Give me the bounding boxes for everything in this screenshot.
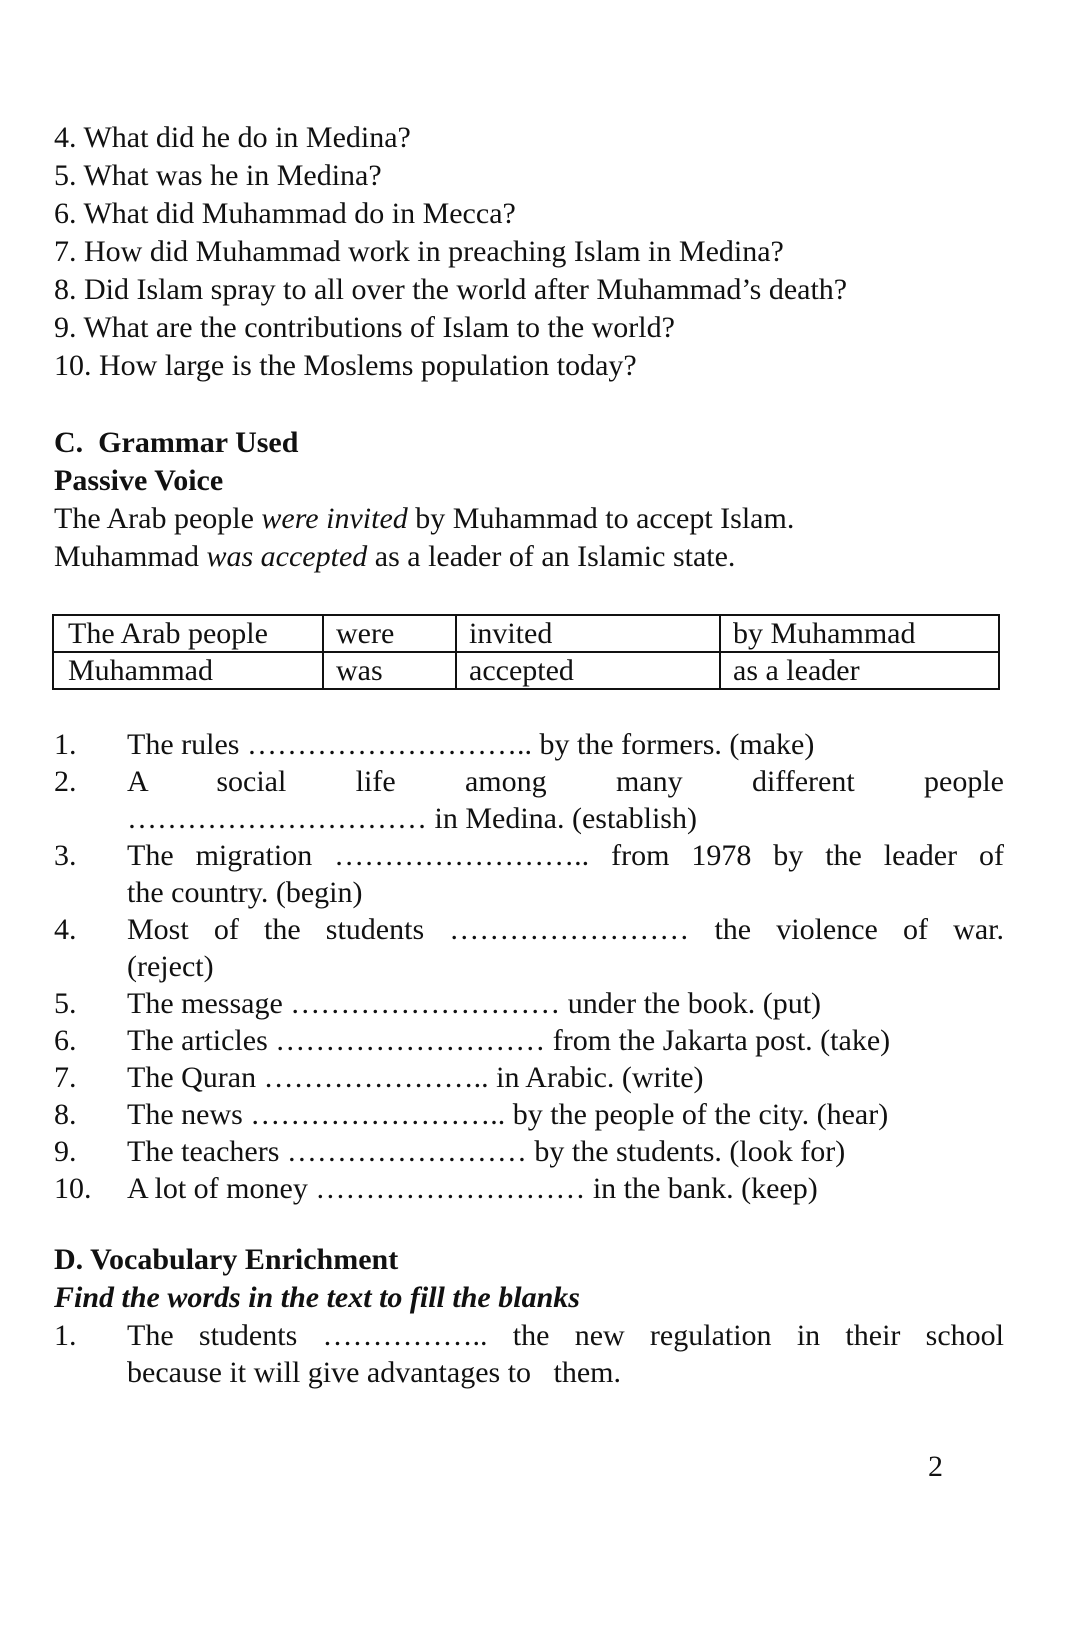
document-page [54,119,1004,1391]
vocabulary-text: The students …………….. the new regulation in their school [127,1319,1004,1352]
exercise-item [54,1059,1004,1096]
exercise-item [54,1096,1004,1133]
exercise-item [54,837,1004,911]
example-1-before: The Arab people [54,502,262,535]
table-cell-subject: Muhammad [53,652,323,689]
vocabulary-item [54,1317,1004,1391]
section-d-heading: D. Vocabulary Enrichment [54,1243,399,1276]
exercise-text: The migration …………………….. from 1978 by the leader of [127,839,1004,872]
exercise-text: The news …………………….. by the people of the city. (hear) [127,1098,889,1131]
table-cell-agent: by Muhammad [720,615,999,652]
table-cell-be: were [323,615,456,652]
table-cell-be: was [323,652,456,689]
exercise-item [54,911,1004,985]
question-item: 9. What are the contributions of Islam to the world? [54,311,675,344]
exercise-item [54,1133,1004,1170]
exercise-text: The message ……………………… under the book. (put) [127,987,822,1020]
example-sentence-1 [54,500,1004,538]
exercise-item [54,1022,1004,1059]
section-c-heading: C. Grammar Used [54,426,299,459]
exercise-text: The Quran ………………….. in Arabic. (write) [127,1061,704,1094]
exercise-item [54,726,1004,763]
exercise-text: A social life among many different people [127,765,1004,798]
table-cell-subject: The Arab people [53,615,323,652]
exercise-number: 6. [54,1024,77,1057]
table-cell-participle: accepted [456,652,720,689]
exercise-number: 1. [54,728,77,761]
exercise-number: 2. [54,765,77,798]
exercise-number: 7. [54,1061,77,1094]
question-item: 8. Did Islam spray to all over the world after Muhammad’s death? [54,273,848,306]
table-row [53,615,999,652]
table-cell-agent: as a leader [720,652,999,689]
exercise-number: 8. [54,1098,77,1131]
exercise-item [54,985,1004,1022]
exercise-number: 9. [54,1135,77,1168]
exercise-text: Most of the students …………………… the violence of war. [127,913,1004,946]
exercise-number: 5. [54,987,77,1020]
exercise-text: ………………………… in Medina. (establish) [127,802,697,835]
vocabulary-text: because it will give advantages to them. [127,1356,622,1389]
vocabulary-list [54,1317,1004,1391]
example-2-verb: was accepted [206,540,368,573]
example-1-after: by Muhammad to accept Islam. [407,502,795,535]
passive-voice-table [52,614,1000,690]
example-1-verb: were invited [261,502,408,535]
vocabulary-number: 1. [54,1319,77,1352]
section-d-instruction: Find the words in the text to fill the blanks [54,1281,580,1314]
page-number: 2 [928,1450,943,1483]
question-item: 4. What did he do in Medina? [54,121,411,154]
example-2-before: Muhammad [54,540,207,573]
exercise-text: The teachers …………………… by the students. (look for) [127,1135,846,1168]
example-2-after: as a leader of an Islamic state. [367,540,736,573]
question-list [54,119,1004,385]
question-item: 6. What did Muhammad do in Mecca? [54,197,516,230]
exercise-number: 4. [54,913,77,946]
exercise-item [54,763,1004,837]
question-item: 10. How large is the Moslems population today? [54,349,637,382]
exercise-text: The articles ……………………… from the Jakarta post. (take) [127,1024,891,1057]
exercise-text: A lot of money ……………………… in the bank. (keep) [127,1172,818,1205]
exercise-text: The rules ……………………….. by the formers. (make) [127,728,815,761]
example-sentence-2 [54,538,1004,576]
question-item: 7. How did Muhammad work in preaching Islam in Medina? [54,235,784,268]
exercise-number: 3. [54,839,77,872]
passive-voice-heading: Passive Voice [54,464,224,497]
exercise-text: the country. (begin) [127,876,363,909]
exercise-item [54,1170,1004,1207]
exercise-list [54,726,1004,1207]
table-row [53,652,999,689]
exercise-text: (reject) [127,950,214,983]
table-cell-participle: invited [456,615,720,652]
exercise-number: 10. [54,1172,92,1205]
question-item: 5. What was he in Medina? [54,159,382,192]
